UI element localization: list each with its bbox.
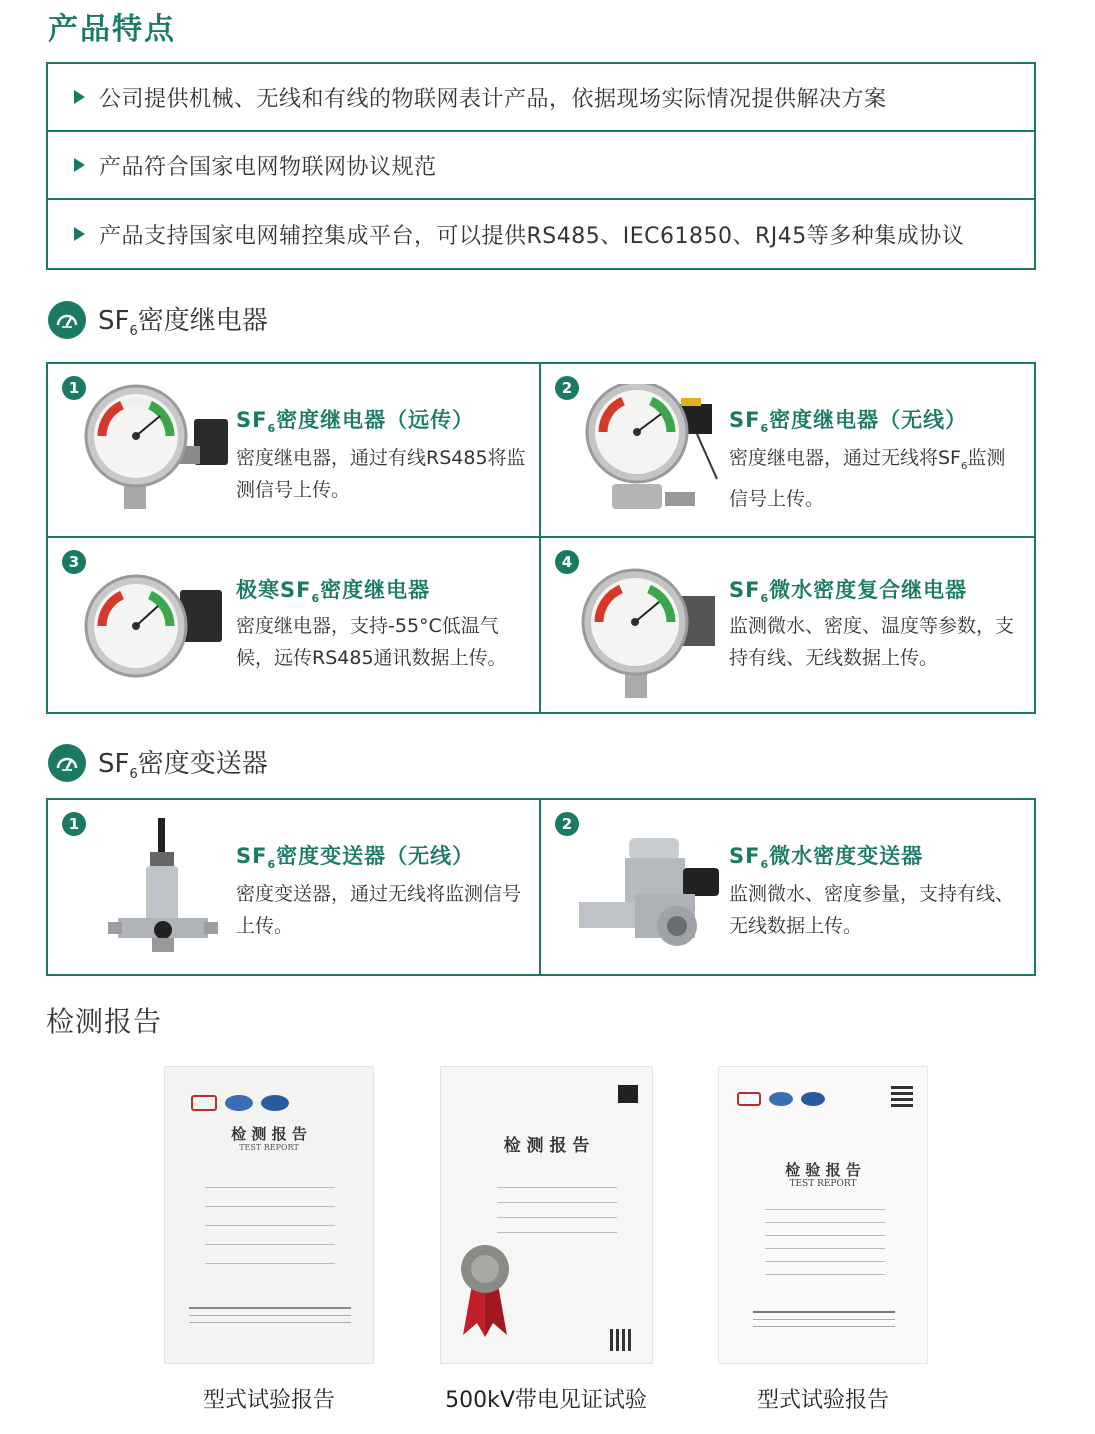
test-report-image [440, 1066, 653, 1364]
item-number-badge: 2 [555, 376, 579, 400]
gauge-icon [48, 744, 86, 782]
item-number-badge: 1 [62, 812, 86, 836]
cma-logo-icon [191, 1095, 217, 1111]
report-body-lines [205, 1187, 335, 1282]
feature-item [48, 64, 1034, 132]
feature-item [48, 200, 1034, 268]
report-doc-subtitle: TEST REPORT [789, 1179, 857, 1189]
product-description: 密度变送器，通过无线将监测信号上传。 [236, 883, 522, 937]
product-title: $SF_6$密度继电器（无线） [729, 408, 968, 436]
triangle-bullet-icon [74, 90, 85, 104]
cnas-logo-icon [801, 1092, 825, 1106]
product-card [541, 364, 1034, 538]
relay-product-grid [46, 362, 1036, 714]
cma-logo-icon [737, 1092, 761, 1106]
feature-text: 公司提供机械、无线和有线的物联网表计产品，依据现场实际情况提供解决方案 [99, 86, 887, 112]
product-description: 密度继电器，通过无线将$SF_6$监测信号上传。 [729, 447, 1006, 510]
report-doc-title: 检 测 报 告 [503, 1136, 590, 1156]
reports-title: 检测报告 [46, 1005, 163, 1038]
transmitter-product-grid [46, 798, 1036, 976]
test-report-image [718, 1066, 928, 1364]
ilac-logo-icon [769, 1092, 793, 1106]
gauge-relay-image [84, 384, 234, 519]
product-description: 监测微水、密度参量，支持有线、无线数据上传。 [729, 883, 1015, 937]
gauge-relay-image [577, 566, 727, 706]
item-number-badge: 4 [555, 550, 579, 574]
qr-code-icon [891, 1085, 913, 1107]
product-title: $SF_6$密度继电器（远传） [236, 408, 475, 436]
wireless-transmitter-image [108, 818, 218, 963]
report-doc-title: 检 测 报 告 [231, 1125, 307, 1143]
cepri-logo-icon [618, 1085, 638, 1103]
gauge-relay-image [577, 384, 727, 524]
item-number-badge: 2 [555, 812, 579, 836]
report-body-lines [765, 1209, 885, 1287]
product-title: $SF_6$密度变送器（无线） [236, 844, 475, 872]
test-report-image [164, 1066, 374, 1364]
product-card [48, 800, 541, 974]
report-doc-title: 检 验 报 告 [785, 1161, 861, 1179]
triangle-bullet-icon [74, 158, 85, 172]
triangle-bullet-icon [74, 227, 85, 241]
item-number-badge: 3 [62, 550, 86, 574]
product-title: $SF_6$微水密度复合继电器 [729, 578, 968, 606]
cnas-logo-icon [261, 1095, 289, 1111]
transmitter-section-title: $SF_6$密度变送器 [98, 749, 268, 783]
gauge-icon [48, 301, 86, 339]
features-list [46, 62, 1036, 270]
product-description: 密度继电器，通过有线RS485将监测信号上传。 [236, 447, 526, 501]
feature-text: 产品支持国家电网辅控集成平台，可以提供RS485、IEC61850、RJ45等多种集成协议 [99, 223, 965, 249]
report-caption: 型式试验报告 [756, 1388, 889, 1413]
item-number-badge: 1 [62, 376, 86, 400]
product-card [541, 538, 1034, 712]
gauge-relay-image [84, 568, 234, 688]
product-description: 密度继电器，支持-55°C低温气候，远传RS485通讯数据上传。 [236, 615, 507, 669]
feature-text: 产品符合国家电网物联网协议规范 [99, 154, 437, 180]
report-caption: 500kV带电见证试验 [445, 1388, 647, 1413]
seal-ribbon-icon [455, 1239, 515, 1339]
report-logos [737, 1089, 887, 1109]
relay-section-heading [48, 300, 268, 339]
report-footer-lines [753, 1311, 895, 1327]
product-card [541, 800, 1034, 974]
product-card [48, 364, 541, 538]
ilac-logo-icon [225, 1095, 253, 1111]
report-footer-lines [189, 1307, 351, 1323]
feature-item [48, 132, 1034, 200]
qr-code-icon [610, 1329, 632, 1351]
features-title: 产品特点 [48, 12, 176, 47]
transmitter-section-heading [48, 743, 268, 782]
product-card [48, 538, 541, 712]
micro-water-transmitter-image [579, 838, 729, 958]
product-title: $SF_6$微水密度变送器 [729, 844, 924, 872]
report-logos [191, 1093, 351, 1113]
report-doc-subtitle: TEST REPORT [239, 1143, 299, 1152]
relay-section-title: $SF_6$密度继电器 [98, 306, 268, 340]
report-caption: 型式试验报告 [202, 1388, 335, 1413]
product-description: 监测微水、密度、温度等参数，支持有线、无线数据上传。 [729, 615, 1015, 669]
report-body-lines [497, 1187, 617, 1247]
product-title: 极寒$SF_6$密度继电器 [236, 578, 431, 606]
